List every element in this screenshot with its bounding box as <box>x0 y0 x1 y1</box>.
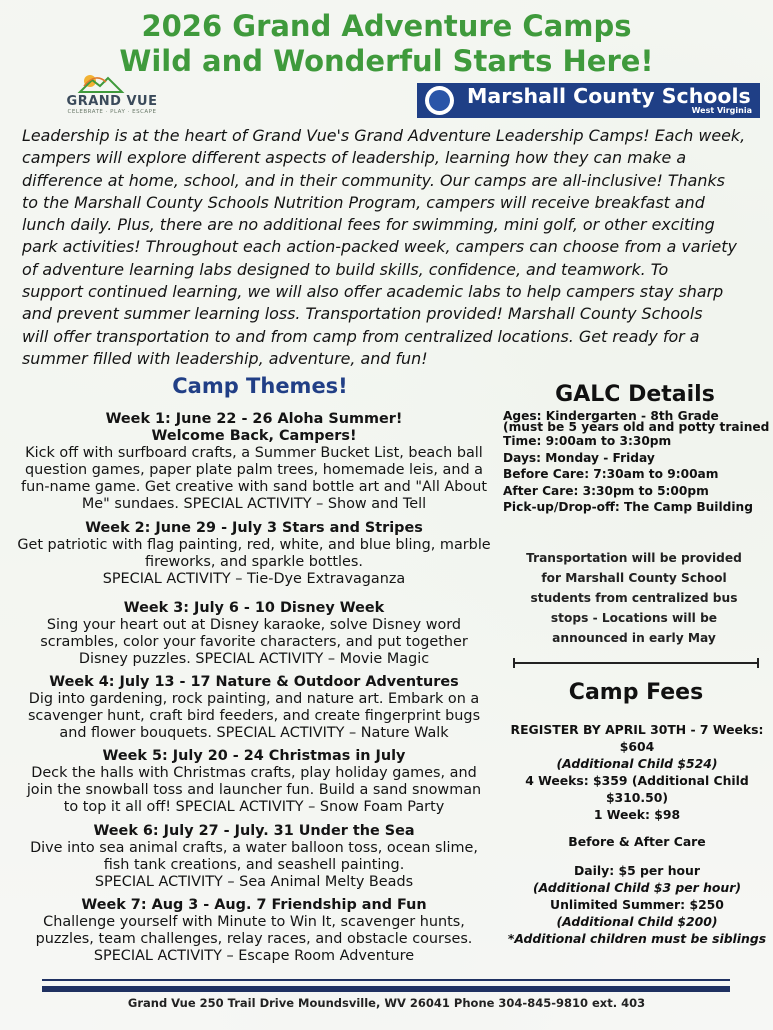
week-description-line: SPECIAL ACTIVITY – Escape Room Adventure <box>93 948 415 964</box>
galc-ages: Ages: Kindergarten - 8th Grade <box>503 409 719 423</box>
galc-time: Time: 9:00am to 3:30pm <box>503 434 672 448</box>
marshall-county-schools-banner <box>417 83 760 118</box>
intro-line: difference at home, school, and in their community. Our camps are all-inclusive! Thanks <box>22 170 725 190</box>
intro-line: and prevent summer learning loss. Transportation provided! Marshall County Schools <box>22 304 703 324</box>
intro-line: park activities! Throughout each action-packed week, campers can choose from a variety <box>22 237 737 257</box>
week-description-line: fireworks, and sparkle bottles. <box>145 554 363 570</box>
week-description-line: Dive into sea animal crafts, a water balloon toss, ocean slime, <box>30 840 478 856</box>
week-description-line: SPECIAL ACTIVITY – Sea Animal Melty Beads <box>94 874 414 890</box>
intro-line: will offer transportation to and from camp from centralized locations. Get ready for a <box>22 326 700 346</box>
intro-line: support continued learning, we will also offer academic labs to help campers stay sharp <box>22 282 724 302</box>
week-1 <box>8 411 500 513</box>
intro-line: to the Marshall County Schools Nutrition Program, campers will receive breakfast and <box>22 192 705 212</box>
galc-ages-note: (must be 5 years old and potty trained <box>503 420 770 434</box>
footer-rule-thin <box>42 979 730 981</box>
week-description-line: Sing your heart out at Disney karaoke, solve Disney word <box>46 617 462 633</box>
intro-line: Leadership is at the heart of Grand Vue's Grand Adventure Leadership Camps! Each week, <box>22 126 746 145</box>
fees-seven-week-price: $604 <box>619 739 655 754</box>
week-description-line: Kick off with surfboard crafts, a Summer Bucket List, beach ball <box>25 445 483 461</box>
week-description-line: Challenge yourself with Minute to Win It, scavenger hunts, <box>43 914 465 930</box>
week-description-line: Me" sundaes. SPECIAL ACTIVITY – Show and Tell <box>81 496 427 512</box>
galc-after-care: After Care: 3:30pm to 5:00pm <box>503 483 709 498</box>
week-2 <box>8 520 500 588</box>
fees-unlimited-additional: (Additional Child $200) <box>556 914 718 929</box>
week-description-line: fish tank creations, and seashell painting. <box>103 857 405 873</box>
school-name: Marshall County Schools <box>467 84 751 108</box>
fees-daily: Daily: $5 per hour <box>573 863 700 878</box>
week-description-line: scrambles, color your favorite characters, and put together <box>40 634 468 650</box>
page-title-line1: 2026 Grand Adventure Camps <box>141 9 632 43</box>
care-heading: Before & After Care <box>568 834 706 849</box>
page-title-line2: Wild and Wonderful Starts Here! <box>119 44 654 78</box>
fees-care <box>503 862 771 947</box>
week-title: Week 7: Aug 3 - Aug. 7 Friendship and Fun <box>81 897 427 913</box>
week-description-line: and flower bouquets. SPECIAL ACTIVITY – Nature Walk <box>59 725 449 741</box>
school-seal-icon <box>425 86 454 115</box>
intro-paragraph <box>22 125 752 370</box>
mountain-sun-icon <box>62 72 162 96</box>
section-divider <box>513 662 759 664</box>
week-title: Week 1: June 22 - 26 Aloha Summer! <box>105 411 403 427</box>
camp-themes-heading: Camp Themes! <box>172 374 348 398</box>
transportation-line: for Marshall County School <box>541 571 727 585</box>
galc-details-list <box>503 411 771 516</box>
intro-line: lunch daily. Plus, there are no additional fees for swimming, mini golf, or other exciting <box>22 215 715 235</box>
galc-pickup: Pick-up/Drop-off: The Camp Building <box>503 500 753 514</box>
transportation-line: stops - Locations will be <box>550 611 718 625</box>
week-description-line: Dig into gardening, rock painting, and nature art. Embark on a <box>28 691 480 707</box>
fees-additional-seven-week: (Additional Child $524) <box>556 756 718 771</box>
fees-one-week: 1 Week: $98 <box>593 807 681 822</box>
week-description-line: Disney puzzles. SPECIAL ACTIVITY – Movie Magic <box>78 651 430 667</box>
grand-vue-tagline: CELEBRATE · PLAY · ESCAPE <box>67 109 157 115</box>
grand-vue-logo <box>62 72 162 120</box>
week-description-line: SPECIAL ACTIVITY – Tie-Dye Extravaganza <box>102 571 406 587</box>
week-subtitle: Welcome Back, Campers! <box>151 428 357 444</box>
camp-fees-heading: Camp Fees <box>568 680 704 705</box>
footer-rule-thick <box>42 986 730 992</box>
school-state: West Virginia <box>691 106 752 115</box>
intro-line: campers will explore different aspects of leadership, learning how they can make a <box>22 148 687 168</box>
week-4 <box>8 674 500 742</box>
transportation-line: Transportation will be provided <box>526 551 742 565</box>
week-description-line: to top it all off! SPECIAL ACTIVITY – Snow Foam Party <box>63 799 445 815</box>
week-5 <box>8 748 500 816</box>
fees-unlimited: Unlimited Summer: $250 <box>550 897 724 912</box>
week-title: Week 4: July 13 - 17 Nature & Outdoor Adventures <box>49 674 459 690</box>
galc-before-care: Before Care: 7:30am to 9:00am <box>503 467 719 481</box>
week-3 <box>8 600 500 668</box>
week-description-line: fun-name game. Get creative with sand bottle art and "All About <box>21 479 487 495</box>
fees-daily-additional: (Additional Child $3 per hour) <box>532 880 742 895</box>
grand-vue-wordmark: GRAND VUE <box>66 94 158 109</box>
galc-days: Days: Monday - Friday <box>503 450 655 465</box>
week-description-line: Get patriotic with flag painting, red, white, and blue bling, marble <box>17 537 491 553</box>
week-description-line: puzzles, team challenges, relay races, and obstacle courses. <box>35 931 473 947</box>
week-title: Week 6: July 27 - July. 31 Under the Sea <box>93 823 415 839</box>
footer-address: Grand Vue 250 Trail Drive Moundsville, WV 26041 Phone 304-845-9810 ext. 403 <box>127 996 646 1010</box>
fees-four-week: 4 Weeks: $359 (Additional Child <box>525 773 749 788</box>
fees-tuition <box>503 721 771 823</box>
week-description-line: scavenger hunt, craft bird feeders, and create fingerprint bugs <box>27 708 481 724</box>
week-title: Week 5: July 20 - 24 Christmas in July <box>102 748 406 764</box>
week-description-line: Deck the halls with Christmas crafts, play holiday games, and <box>31 765 477 781</box>
transportation-line: announced in early May <box>552 631 716 645</box>
week-6 <box>8 823 500 891</box>
fees-register-line: REGISTER BY APRIL 30TH - 7 Weeks: <box>510 722 764 737</box>
intro-line: summer filled with leadership, adventure, and fun! <box>22 348 428 368</box>
fees-siblings-note: *Additional children must be siblings <box>507 931 767 946</box>
intro-line: of adventure learning labs designed to build skills, confidence, and teamwork. To <box>22 259 669 279</box>
transportation-note <box>510 548 758 648</box>
week-title: Week 2: June 29 - July 3 Stars and Stripes <box>85 520 423 536</box>
week-7 <box>8 897 500 965</box>
week-title: Week 3: July 6 - 10 Disney Week <box>123 600 385 616</box>
week-description-line: join the snowball toss and launcher fun. Build a sand snowman <box>26 782 482 798</box>
transportation-line: students from centralized bus <box>530 591 738 605</box>
week-description-line: question games, paper plate palm trees, homemade leis, and a <box>25 462 483 478</box>
galc-details-heading: GALC Details <box>555 382 715 407</box>
fees-four-week-additional: $310.50) <box>605 790 669 805</box>
